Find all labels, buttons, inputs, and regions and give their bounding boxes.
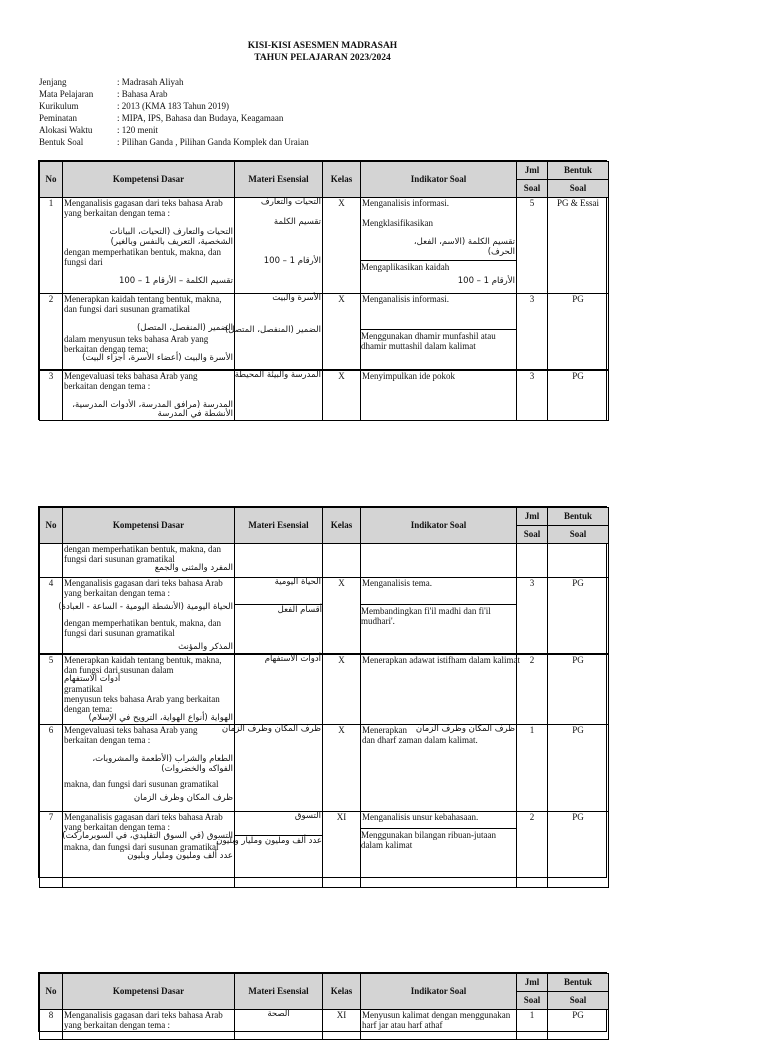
- table-row: [40, 578, 609, 654]
- cell-no: 6: [40, 724, 63, 811]
- materi-arabic: عدد ألف ومليون ومليار وبليون: [216, 836, 322, 847]
- meta-value: : Madrasah Aliyah: [117, 77, 184, 87]
- table-page-1: [38, 160, 607, 420]
- cell-no: [40, 544, 63, 578]
- col-header-materi: Materi Esensial: [235, 508, 323, 544]
- indikator-text: Menggunakan dhamir munfashil atau dhamir muttashil dalam kalimat: [361, 329, 516, 351]
- materi-arabic: الأسرة والبيت: [272, 293, 321, 303]
- indikator-text: Mengklasifikasikan: [362, 218, 433, 229]
- cell-indikator: [361, 654, 520, 725]
- cell-materi: [221, 723, 323, 811]
- materi-arabic: أدوات الاستفهام: [264, 653, 321, 664]
- col-header-bentuk: [548, 974, 609, 1010]
- col-header-bentuk-2: Soal: [569, 183, 587, 194]
- kd-text: Menerapkan kaidah tentang bentuk, makna, dan fungsi dari susunan gramatikal: [64, 294, 222, 315]
- indikator-text: Menganalisis informasi.: [362, 198, 449, 208]
- table-page-2: [38, 506, 607, 878]
- meta-info: [39, 77, 309, 149]
- kd-arabic: عدد ألف ومليون ومليار وبليون: [127, 850, 233, 861]
- cell-bentuk: PG: [548, 1010, 609, 1040]
- cell-jml: 1: [517, 724, 548, 811]
- materi-arabic: الأرقام 1 – 100: [263, 256, 321, 267]
- cell-jml: 3: [517, 578, 548, 654]
- cell-materi: [235, 370, 323, 421]
- kd-arabic: المفرد والمثنى والجمع: [154, 563, 233, 574]
- cell-jml: 5: [517, 198, 548, 294]
- cell-indikator: [361, 294, 517, 370]
- kd-text: makna, dan fungsi dari susunan gramatikal: [64, 779, 219, 790]
- cell-kd: [63, 654, 235, 725]
- meta-row-alokasi: [39, 125, 309, 137]
- indikator-text: dan dharf zaman dalam kalimat.: [362, 735, 478, 745]
- cell-materi: [235, 578, 323, 654]
- col-header-indikator: Indikator Soal: [361, 508, 517, 544]
- table-row: [40, 370, 609, 421]
- kd-text: gramatikal: [64, 684, 103, 695]
- cell-jml: [517, 544, 548, 578]
- cell-no: 3: [40, 370, 63, 421]
- cell-kd: [63, 811, 235, 887]
- kd-text: Menganalisis gagasan dari teks bahasa Arab yang berkaitan dengan tema :: [64, 198, 223, 219]
- materi-arabic: الضمير (المنفصل، المتصل): [224, 324, 321, 335]
- cell-kelas: X: [323, 198, 361, 294]
- col-header-jml: [517, 974, 548, 1010]
- kd-text: Menganalisis gagasan dari teks bahasa Arab yang berkaitan dengan tema :: [64, 811, 223, 832]
- cell-jml: 3: [517, 370, 548, 421]
- cell-kd: [58, 578, 235, 654]
- kd-text: makna, dan fungsi dari susunan gramatikal: [64, 841, 219, 852]
- kd-arabic: الشخصية، التعريف بالنفس وبالغير): [110, 236, 233, 247]
- table-row: [40, 811, 609, 887]
- cell-no: 2: [40, 294, 63, 370]
- indikator-text: Membandingkan fi'il madhi dan fi'il mudhari'.: [361, 604, 516, 626]
- meta-key: Jenjang: [39, 77, 67, 87]
- materi-arabic: التحيات والتعارف: [260, 197, 321, 207]
- col-header-kelas: Kelas: [323, 508, 361, 544]
- col-header-kelas: Kelas: [323, 974, 361, 1010]
- indikator-text: Menerapkan adawat istifham dalam kalimat: [362, 654, 520, 665]
- col-header-bentuk-1: Bentuk: [548, 974, 608, 992]
- meta-key: Bentuk Soal: [39, 137, 84, 147]
- cell-kelas: XI: [323, 811, 361, 887]
- col-header-bentuk-2: Soal: [569, 995, 587, 1006]
- table-row: [40, 654, 609, 725]
- kd-arabic: الهواية (أنواع الهواية، الترويح في الإسلام): [88, 713, 233, 724]
- cell-kelas: [323, 544, 361, 578]
- col-header-kelas: Kelas: [323, 162, 361, 198]
- cell-jml: 1: [517, 1010, 548, 1040]
- cell-bentuk: [548, 544, 609, 578]
- cell-bentuk: PG: [548, 654, 609, 725]
- cell-kelas: X: [323, 724, 361, 811]
- table-row: [40, 198, 609, 294]
- col-header-jml-1: Jml: [517, 162, 547, 180]
- cell-kelas: XI: [323, 1010, 361, 1040]
- table-page-3: [38, 972, 607, 1032]
- cell-kd: [63, 294, 235, 370]
- cell-bentuk: PG: [548, 294, 609, 370]
- materi-arabic: المدرسة والبيئة المحيطة: [234, 369, 321, 380]
- indikator-text: Mengaplikasikan kaidah: [361, 260, 516, 272]
- meta-row-peminatan: [39, 113, 309, 125]
- indikator-line: [362, 725, 515, 735]
- kd-text: dengan memperhatikan bentuk, makna, dan fungsi dari susunan gramatikal: [64, 544, 221, 565]
- materi-arabic: تقسيم الكلمة: [273, 216, 321, 227]
- materi-arabic: التسوق: [294, 810, 321, 821]
- kd-arabic: الفواكه والخضروات): [161, 763, 233, 774]
- meta-row-mapel: [39, 89, 309, 101]
- col-header-no: No: [40, 162, 63, 198]
- col-header-jml-1: Jml: [517, 974, 547, 992]
- meta-value: : 2013 (KMA 183 Tahun 2019): [117, 101, 229, 111]
- table-row: [40, 1010, 609, 1040]
- kd-arabic: تقسيم الكلمة – الأرقام 1 – 100: [118, 276, 233, 287]
- indikator-text: Menerapkan: [362, 724, 407, 735]
- cell-indikator: [361, 724, 517, 811]
- cell-no: 1: [40, 198, 63, 294]
- cell-no: 5: [40, 654, 63, 725]
- meta-value: : MIPA, IPS, Bahasa dan Budaya, Keagamaan: [117, 113, 284, 123]
- kd-text: dengan memperhatikan bentuk, makna, dan fungsi dari: [64, 247, 221, 268]
- cell-kelas: X: [323, 370, 361, 421]
- kd-arabic: الأنشطة في المدرسة: [157, 409, 233, 420]
- cell-no: 7: [40, 811, 63, 887]
- indikator-text: Menganalisis unsur kebahasaan.: [362, 811, 479, 822]
- table-header-row: [40, 162, 609, 198]
- kd-text: dalam menyusun teks bahasa Arab yang berkaitan dengan tema:: [64, 333, 209, 354]
- meta-key: Alokasi Waktu: [39, 125, 93, 135]
- kd-text: Menganalisis gagasan dari teks bahasa Arab yang berkaitan dengan tema :: [64, 1010, 223, 1031]
- cell-materi: [216, 810, 323, 887]
- col-header-kd: Kompetensi Dasar: [63, 974, 235, 1010]
- indikator-text: Menyimpulkan ide pokok: [362, 370, 455, 381]
- cell-kelas: X: [323, 578, 361, 654]
- col-header-bentuk-2: Soal: [569, 529, 587, 540]
- col-header-jml: [517, 162, 548, 198]
- indikator-text: Menyusun kalimat dengan menggunakan harf jar atau harf athaf: [362, 1010, 511, 1031]
- meta-key: Kurikulum: [39, 101, 79, 111]
- col-header-materi: Materi Esensial: [235, 162, 323, 198]
- cell-materi: [224, 293, 323, 370]
- col-header-jml-2: Soal: [523, 529, 541, 540]
- cell-jml: 3: [517, 294, 548, 370]
- cell-kelas: X: [323, 654, 361, 725]
- col-header-bentuk: [548, 162, 609, 198]
- cell-no: 4: [40, 578, 63, 654]
- col-header-jml-1: Jml: [517, 508, 547, 526]
- indikator-text: Menggunakan bilangan ribuan-jutaan dalam kalimat: [361, 828, 516, 850]
- col-header-bentuk-1: Bentuk: [548, 162, 608, 180]
- cell-bentuk: PG: [548, 578, 609, 654]
- cell-indikator: [361, 370, 517, 421]
- cell-indikator: [361, 1010, 517, 1040]
- meta-row-jenjang: [39, 77, 309, 89]
- cell-bentuk: PG: [548, 370, 609, 421]
- col-header-no: No: [40, 974, 63, 1010]
- col-header-indikator: Indikator Soal: [361, 974, 517, 1010]
- cell-materi: [235, 544, 323, 578]
- meta-value: : Bahasa Arab: [117, 89, 168, 99]
- col-header-indikator: Indikator Soal: [361, 162, 517, 198]
- col-header-jml: [517, 508, 548, 544]
- cell-jml: 2: [517, 811, 548, 887]
- table-row: [40, 724, 609, 811]
- kd-arabic: التحيات والتعارف (التحيات، البيانات: [109, 227, 233, 238]
- meta-row-kurikulum: [39, 101, 309, 113]
- cell-kd: [63, 198, 235, 294]
- materi-arabic: ظرف المكان وظرف الزمان: [221, 723, 321, 734]
- document-title-line-2: TAHUN PELAJARAN 2023/2024: [254, 53, 391, 63]
- document-title-line-1: KISI-KISI ASESMEN MADRASAH: [247, 41, 398, 51]
- kd-arabic: المذكر والمؤنث: [178, 641, 233, 652]
- table-header-row: [40, 974, 609, 1010]
- kd-arabic: الطعام والشراب (الأطعمة والمشروبات،: [92, 754, 233, 765]
- materi-arabic: الصحة: [267, 1009, 290, 1019]
- materi-arabic: أقسام الفعل: [235, 604, 322, 616]
- kd-text: dengan memperhatikan bentuk, makna, dan fungsi dari susunan gramatikal: [64, 617, 221, 638]
- col-header-jml-2: Soal: [523, 183, 541, 194]
- cell-indikator: [361, 578, 517, 654]
- table-header-row: [40, 508, 609, 544]
- meta-value: : Pilihan Ganda , Pilihan Ganda Komplek dan Uraian: [117, 137, 309, 147]
- cell-indikator: [361, 544, 517, 578]
- col-header-materi: Materi Esensial: [235, 974, 323, 1010]
- cell-bentuk: PG: [548, 724, 609, 811]
- kd-arabic: الأسرة والبيت (أعضاء الأسرة، أجزاء البيت): [82, 352, 233, 363]
- kd-arabic: المدرسة (مرافق المدرسة، الأدوات المدرسية،: [72, 399, 233, 410]
- meta-row-bentuk: [39, 137, 309, 149]
- indikator-text: Menganalisis tema.: [362, 578, 432, 588]
- kd-arabic: التسوق (في السوق التقليدي، في السوبرماركت): [62, 831, 233, 842]
- col-header-no: No: [40, 508, 63, 544]
- kd-arabic: الحياة اليومية (الأنشطة اليومية - الساعة - العبادة): [58, 602, 233, 613]
- col-header-kd: Kompetensi Dasar: [63, 162, 235, 198]
- cell-bentuk: PG: [548, 811, 609, 887]
- cell-materi: [235, 1010, 323, 1040]
- table-row-continued: [40, 544, 609, 578]
- kd-text: Menganalisis gagasan dari teks bahasa Arab yang berkaitan dengan tema :: [64, 578, 223, 599]
- col-header-bentuk-1: Bentuk: [548, 508, 608, 526]
- kd-text: Mengevaluasi teks bahasa Arab yang berkaitan dengan tema :: [64, 724, 198, 745]
- kd-text: menyusun teks bahasa Arab yang berkaitan dengan tema:: [64, 694, 220, 715]
- cell-jml: 2: [517, 654, 548, 725]
- cell-kd: [63, 724, 235, 811]
- cell-kelas: X: [323, 294, 361, 370]
- kd-arabic: ظرف المكان وظرف الزمان: [133, 793, 233, 804]
- indikator-arabic: الحرف): [487, 246, 515, 257]
- cell-indikator: [361, 811, 517, 887]
- cell-kd: [63, 1010, 235, 1040]
- cell-no: 8: [40, 1010, 63, 1040]
- kd-text: Mengevaluasi teks bahasa Arab yang berkaitan dengan tema :: [64, 370, 198, 391]
- indikator-arabic: ظرف المكان وظرف الزمان: [415, 723, 515, 734]
- col-header-bentuk: [548, 508, 609, 544]
- indikator-arabic: تقسيم الكلمة (الاسم، الفعل،: [413, 237, 515, 248]
- kd-arabic: أدوات الاستفهام: [64, 673, 121, 684]
- kd-text: Menerapkan kaidah tentang bentuk, makna, dan fungsi dari susunan dalam: [64, 654, 222, 675]
- col-header-kd: Kompetensi Dasar: [63, 508, 235, 544]
- cell-kd: [63, 370, 235, 421]
- meta-value: : 120 menit: [117, 125, 158, 135]
- cell-indikator: [361, 198, 517, 294]
- kd-arabic: الضمير (المنفصل، المتصل): [136, 323, 233, 334]
- materi-arabic: الحياة اليومية: [274, 577, 321, 587]
- meta-key: Mata Pelajaran: [39, 89, 94, 99]
- meta-key: Peminatan: [39, 113, 77, 123]
- table-row: [40, 294, 609, 370]
- cell-bentuk: PG & Essai: [548, 198, 609, 294]
- indikator-text: Menganalisis informasi.: [362, 294, 449, 304]
- cell-materi: [235, 654, 323, 725]
- cell-materi: [235, 198, 323, 294]
- indikator-arabic: الأرقام 1 – 100: [457, 276, 515, 287]
- col-header-jml-2: Soal: [523, 995, 541, 1006]
- cell-kd: [63, 544, 235, 578]
